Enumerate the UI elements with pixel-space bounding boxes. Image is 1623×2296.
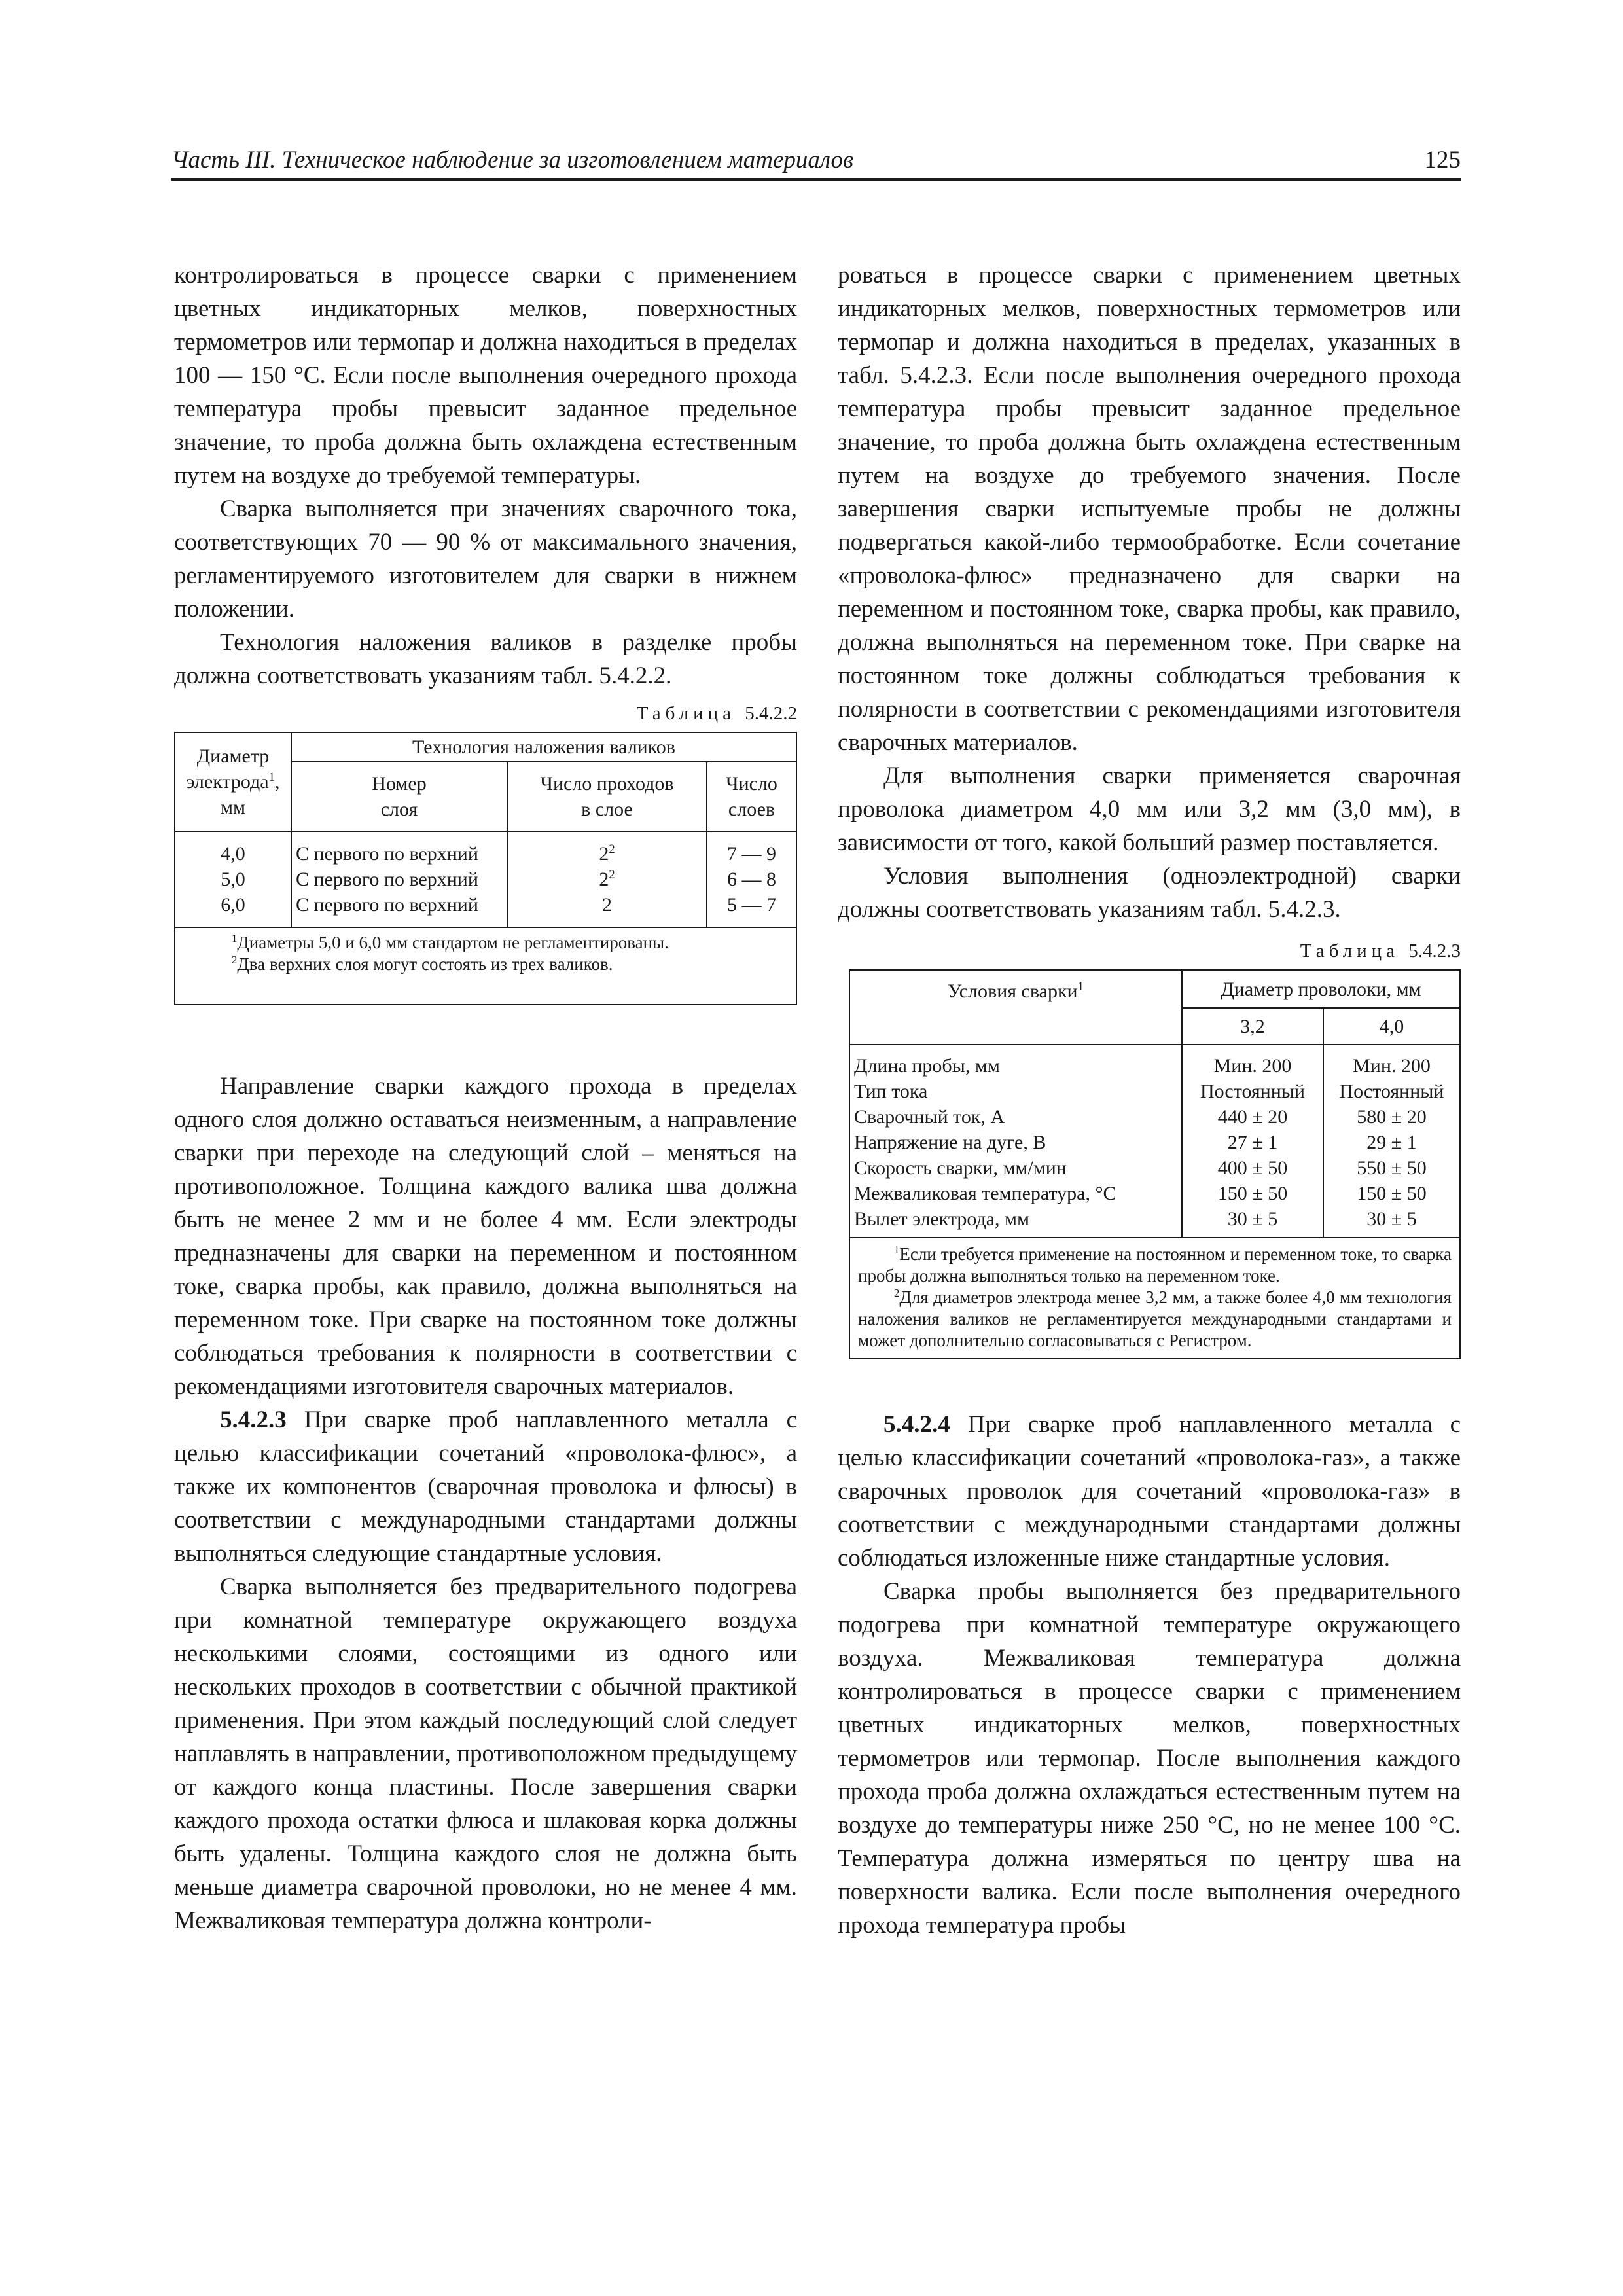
left-paragraph-1: контролироваться в процессе сварки с применением цветных индикаторных мелков, поверхностных термометров или термопар и должна находиться в пределах 100 — 150 °C. Если после выполнения очередного прохода температура пробы превысит заданное предельное значение, то проба должна быть охлаждена естественным путем на воздухе до требуемой температуры. xyxy=(174,262,797,489)
header-wire-diameter: Диаметр проволоки, мм xyxy=(1182,970,1460,1008)
left-paragraph-5: 5.4.2.3 При сварке проб наплавленного металла с целью классификации сочетаний «проволока-флюс», а также их компонентов (сварочная проволока и флюсы) в соответствии с международными стандартами должны выполняться следующие стандартные условия. xyxy=(174,1407,797,1567)
right-paragraph-3: Условия выполнения (одноэлектродной) сварки должны соответствовать указаниям табл. 5.4.2.3. xyxy=(838,863,1461,923)
table-caption-word: Таблица xyxy=(636,703,736,724)
header-conditions: Условия сварки$^1$ xyxy=(849,970,1182,1045)
left-paragraph-3: Технология наложения валиков в разделке пробы должна соответствовать указаниям табл. 5.4.2.2. xyxy=(174,629,797,689)
left-column xyxy=(174,259,797,1937)
header-passes-in-layer: Число проходов в слое xyxy=(507,762,707,831)
right-paragraph-1: роваться в процессе сварки с применением цветных индикаторных мелков, поверхностных термометров или термопар и должна находиться в пределах, указанных в табл. 5.4.2.3. Если после выполнения очередного прохода температура пробы превысит заданное предельное значение, то проба должна быть охлаждена естественным путем на воздухе до требуемого значения. После завершения сварки испытуемые пробы не должны подвергаться какой-либо термообработке. Если сочетание «проволока-флюс» предназначено для сварки на переменном и постоянном токе, сварка пробы, как правило, должна выполняться на переменном токе. При сварке на постоянном токе должны соблюдаться требования к полярности в соответствии с рекомендациями изготовителя сварочных материалов. xyxy=(838,262,1461,756)
table-row-values-40: Мин. 200 Постоянный 580 ± 20 29 ± 1 550 ± 50 150 ± 50 30 ± 5 xyxy=(1323,1045,1460,1238)
header-layer-count: Число слоев xyxy=(707,762,796,831)
table-row-values-32: Мин. 200 Постоянный 440 ± 20 27 ± 1 400 ± 50 150 ± 50 30 ± 5 xyxy=(1182,1045,1323,1238)
table-footnotes: $^1$Диаметры 5,0 и 6,0 мм стандартом не регламентированы. $^2$Два верхних слоя могут состоять из трех валиков. xyxy=(175,927,796,1005)
header-layer-number: Номер слоя xyxy=(291,762,507,831)
header-diameter-40: 4,0 xyxy=(1323,1008,1460,1045)
table-row-passes: $2^2$ $2^2$ 2 xyxy=(507,831,707,927)
table-5423-caption xyxy=(838,938,1461,964)
table-row-layer-counts: 7 — 9 6 — 8 5 — 7 xyxy=(707,831,796,927)
header-diameter: Диаметр электрода$^1$, мм xyxy=(175,732,291,831)
table-row-layers: С первого по верхний С первого по верхний С первого по верхний xyxy=(291,831,507,927)
table-caption-word: Таблица xyxy=(1300,941,1399,961)
running-title: Часть III. Техническое наблюдение за изготовлением материалов xyxy=(171,147,854,173)
page-header xyxy=(171,143,1461,181)
table-caption-number: 5.4.2.3 xyxy=(1408,941,1461,961)
table-5422 xyxy=(174,732,797,1005)
right-paragraph-5: Сварка пробы выполняется без предварительного подогрева при комнатной температуре окружающего воздуха. Межваликовая температура должна контролироваться в процессе сварки с применением цветных индикаторных мелков, поверхностных термометров или термопар. После выполнения каждого прохода проба должна охлаждаться естественным путем на воздухе до температуры ниже 250 °С, но не менее 100 °С. Температура должна измеряться по центру шва на поверхности валика. Если после выполнения очередного прохода температура пробы xyxy=(838,1578,1461,1939)
page-number: 125 xyxy=(1424,147,1461,173)
left-paragraph-6: Сварка выполняется без предварительного подогрева при комнатной температуре окружающего воздуха несколькими слоями, состоящими из одного или нескольких проходов в соответствии с обычной практикой применения. При этом каждый последующий слой следует наплавлять в направлении, противоположном предыдущему от каждого конца пластины. После завершения сварки каждого прохода остатки флюса и шлаковая корка должны быть удалены. Толщина каждого слоя не должна быть меньше диаметра сварочной проволоки, но не менее 4 мм. Межваликовая температура должна контроли- xyxy=(174,1573,797,1934)
right-paragraph-2: Для выполнения сварки применяется сварочная проволока диаметром 4,0 мм или 3,2 мм (3,0 мм), в зависимости от того, какой больший размер поставляется. xyxy=(838,762,1461,856)
table-row-diameters: 4,0 5,0 6,0 xyxy=(175,831,291,927)
left-paragraph-2: Сварка выполняется при значениях сварочного тока, соответствующих 70 — 90 % от максимального значения, регламентируемого изготовителем для сварки в нижнем положении. xyxy=(174,495,797,622)
table-5423 xyxy=(849,969,1461,1359)
left-paragraph-4: Направление сварки каждого прохода в пределах одного слоя должно оставаться неизменным, а направление сварки при переходе на следующий слой – меняться на противоположное. Толщина каждого валика шва должна быть не менее 2 мм и не более 4 мм. Если электроды предназначены для сварки на переменном и постоянном токе, сварка пробы, как правило, должна выполняться на переменном токе. При сварке на постоянном токе должны соблюдаться требования к полярности в соответствии с рекомендациями изготовителя сварочных материалов. xyxy=(174,1073,797,1400)
header-diameter-32: 3,2 xyxy=(1182,1008,1323,1045)
right-column xyxy=(838,259,1461,1942)
table-row-condition-names: Длина пробы, мм Тип тока Сварочный ток, А Напряжение на дуге, В Скорость сварки, мм/мин Межваликовая температура, °С Вылет электрода, мм xyxy=(849,1045,1182,1238)
header-technology: Технология наложения валиков xyxy=(291,732,796,762)
right-paragraph-4: 5.4.2.4 При сварке проб наплавленного металла с целью классификации сочетаний «проволока-газ», а также сварочных проволок для сочетаний «проволока-газ» в соответствии с международными стандартами должны соблюдаться изложенные ниже стандартные условия. xyxy=(838,1411,1461,1571)
table-caption-number: 5.4.2.2 xyxy=(745,703,797,724)
table-footnotes: $^1$Если требуется применение на постоянном и переменном токе, то сварка пробы должна выполняться только на переменном токе. $^2$Для диаметров электрода менее 3,2 мм, а также более 4,0 мм технология наложения валиков не регламентируется международными стандартами и может дополнительно согласовываться с Регистром. xyxy=(849,1238,1460,1359)
table-5422-caption xyxy=(174,700,797,726)
